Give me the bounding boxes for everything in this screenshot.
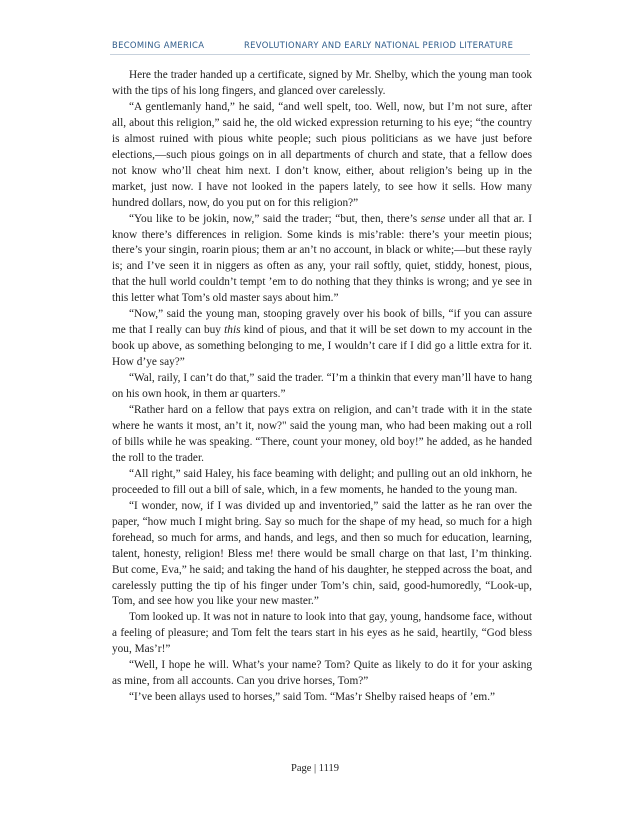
paragraph: [112, 68, 532, 100]
header-section-title: REVOLUTIONARY AND EARLY NATIONAL PERIOD LITERATURE: [244, 40, 514, 50]
paragraph: [112, 307, 532, 371]
paragraph: [112, 467, 532, 499]
emphasis-text: this: [224, 324, 241, 337]
paragraph-text: “Well, I hope he will. What’s your name? Tom? Quite as likely to do it for your asking as mine, from all accounts. Can you drive horses, Tom?”: [112, 659, 532, 688]
paragraph-text: Here the trader handed up a certificate, signed by Mr. Shelby, which the young man took with the tips of his long fingers, and glanced over carelessly.: [112, 69, 532, 97]
paragraph-text: “Wal, raily, I can’t do that,” said the trader. “I’m a thinkin that every man’ll have to hang on his own hook, in them ar quarters.”: [112, 372, 532, 401]
paragraph-text: “I wonder, now, if I was divided up and inventoried,” said the latter as he ran over the paper, “how much I might bring. Say so much for the shape of my head, so much for a high forehead, so much for arms, and hands, and legs, and then so much for education, learning, talent, honesty, religion! Bless me! there would be small charge on that last, I’m thinking. But come, Eva,” he said; and taking the hand of his daughter, he stepped across the boat, and carelessly putting the tip of his finger under Tom’s chin, said, good-humoredly, “Look-up, Tom, and see how you like your new master.”: [112, 499, 532, 608]
paragraph: [112, 690, 532, 706]
paragraph-text: “You like to be jokin, now,” said the trader; “but, then, there’s: [129, 212, 421, 225]
header-book-title: BECOMING AMERICA: [112, 40, 205, 50]
body-text: [112, 68, 532, 706]
paragraph-text: “Rather hard on a fellow that pays extra on religion, and can’t trade with it in the state where he wants it most, an’t it, now?" said the young man, who had been making out a roll of bills while he was speaking. “There, count your money, old boy!” he added, as he handed the roll to the trader.: [112, 404, 532, 464]
paragraph: [112, 403, 532, 467]
paragraph-text: Tom looked up. It was not in nature to look into that gay, young, handsome face, without a feeling of pleasure; and Tom felt the tears start in his eyes as he said, heartily, “God bless you, Mas’r!”: [112, 611, 532, 656]
paragraph-text: “All right,” said Haley, his face beaming with delight; and pulling out an old inkhorn, he proceeded to fill out a bill of sale, which, in a few moments, he handed to the young man.: [112, 467, 532, 496]
header-divider: [110, 54, 530, 55]
running-header: [112, 40, 532, 54]
paragraph-text: under all that ar. I know there’s differences in religion. Some kinds is mis’rable: there’s your meetin pious; there’s your singin, roarin pious; them ar an’t no account, in black or white;—but these rayly is; and I’ve seen it in niggers as often as any, your rail softly, quiet, stiddy, honest, pious, that the hull world couldn’t tempt ’em to do nothing that they thinks is wrong; and ye see in this letter what Tom’s old master says about him.”: [112, 212, 532, 305]
paragraph-text: “Now,” said the young man, stooping gravely over his book of bills, “if you can assure me that I really can buy: [112, 308, 532, 337]
paragraph-text: “A gentlemanly hand,” he said, “and well spelt, too. Well, now, but I’m not sure, after all, about this religion,” said he, the old wicked expression returning to his eye; “the country is almost ruined with pious white people; such pious politicians as we have just before elections,—such pious goings on in all departments of church and state, that a fellow does not know who’ll cheat him next. I don’t know, either, about religion’s being up in the market, just now. I have not looked in the papers lately, to see how it sells. How many hundred dollars, now, do you put on for this religion?”: [112, 100, 532, 209]
paragraph-text: kind of pious, and that it will be set down to my account in the book up above, as something belonging to me, I wouldn’t care if I did go a little extra for it. How d’ye say?”: [112, 324, 532, 369]
paragraph: [112, 499, 532, 611]
paragraph: [112, 100, 532, 212]
paragraph: [112, 212, 532, 308]
emphasis-text: sense: [420, 212, 446, 225]
paragraph: [112, 371, 532, 403]
paragraph-text: “I’ve been allays used to horses,” said Tom. “Mas’r Shelby raised heaps of ’em.”: [129, 691, 496, 704]
page-number: Page | 1119: [291, 763, 339, 774]
paragraph: [112, 658, 532, 690]
paragraph: [112, 610, 532, 658]
